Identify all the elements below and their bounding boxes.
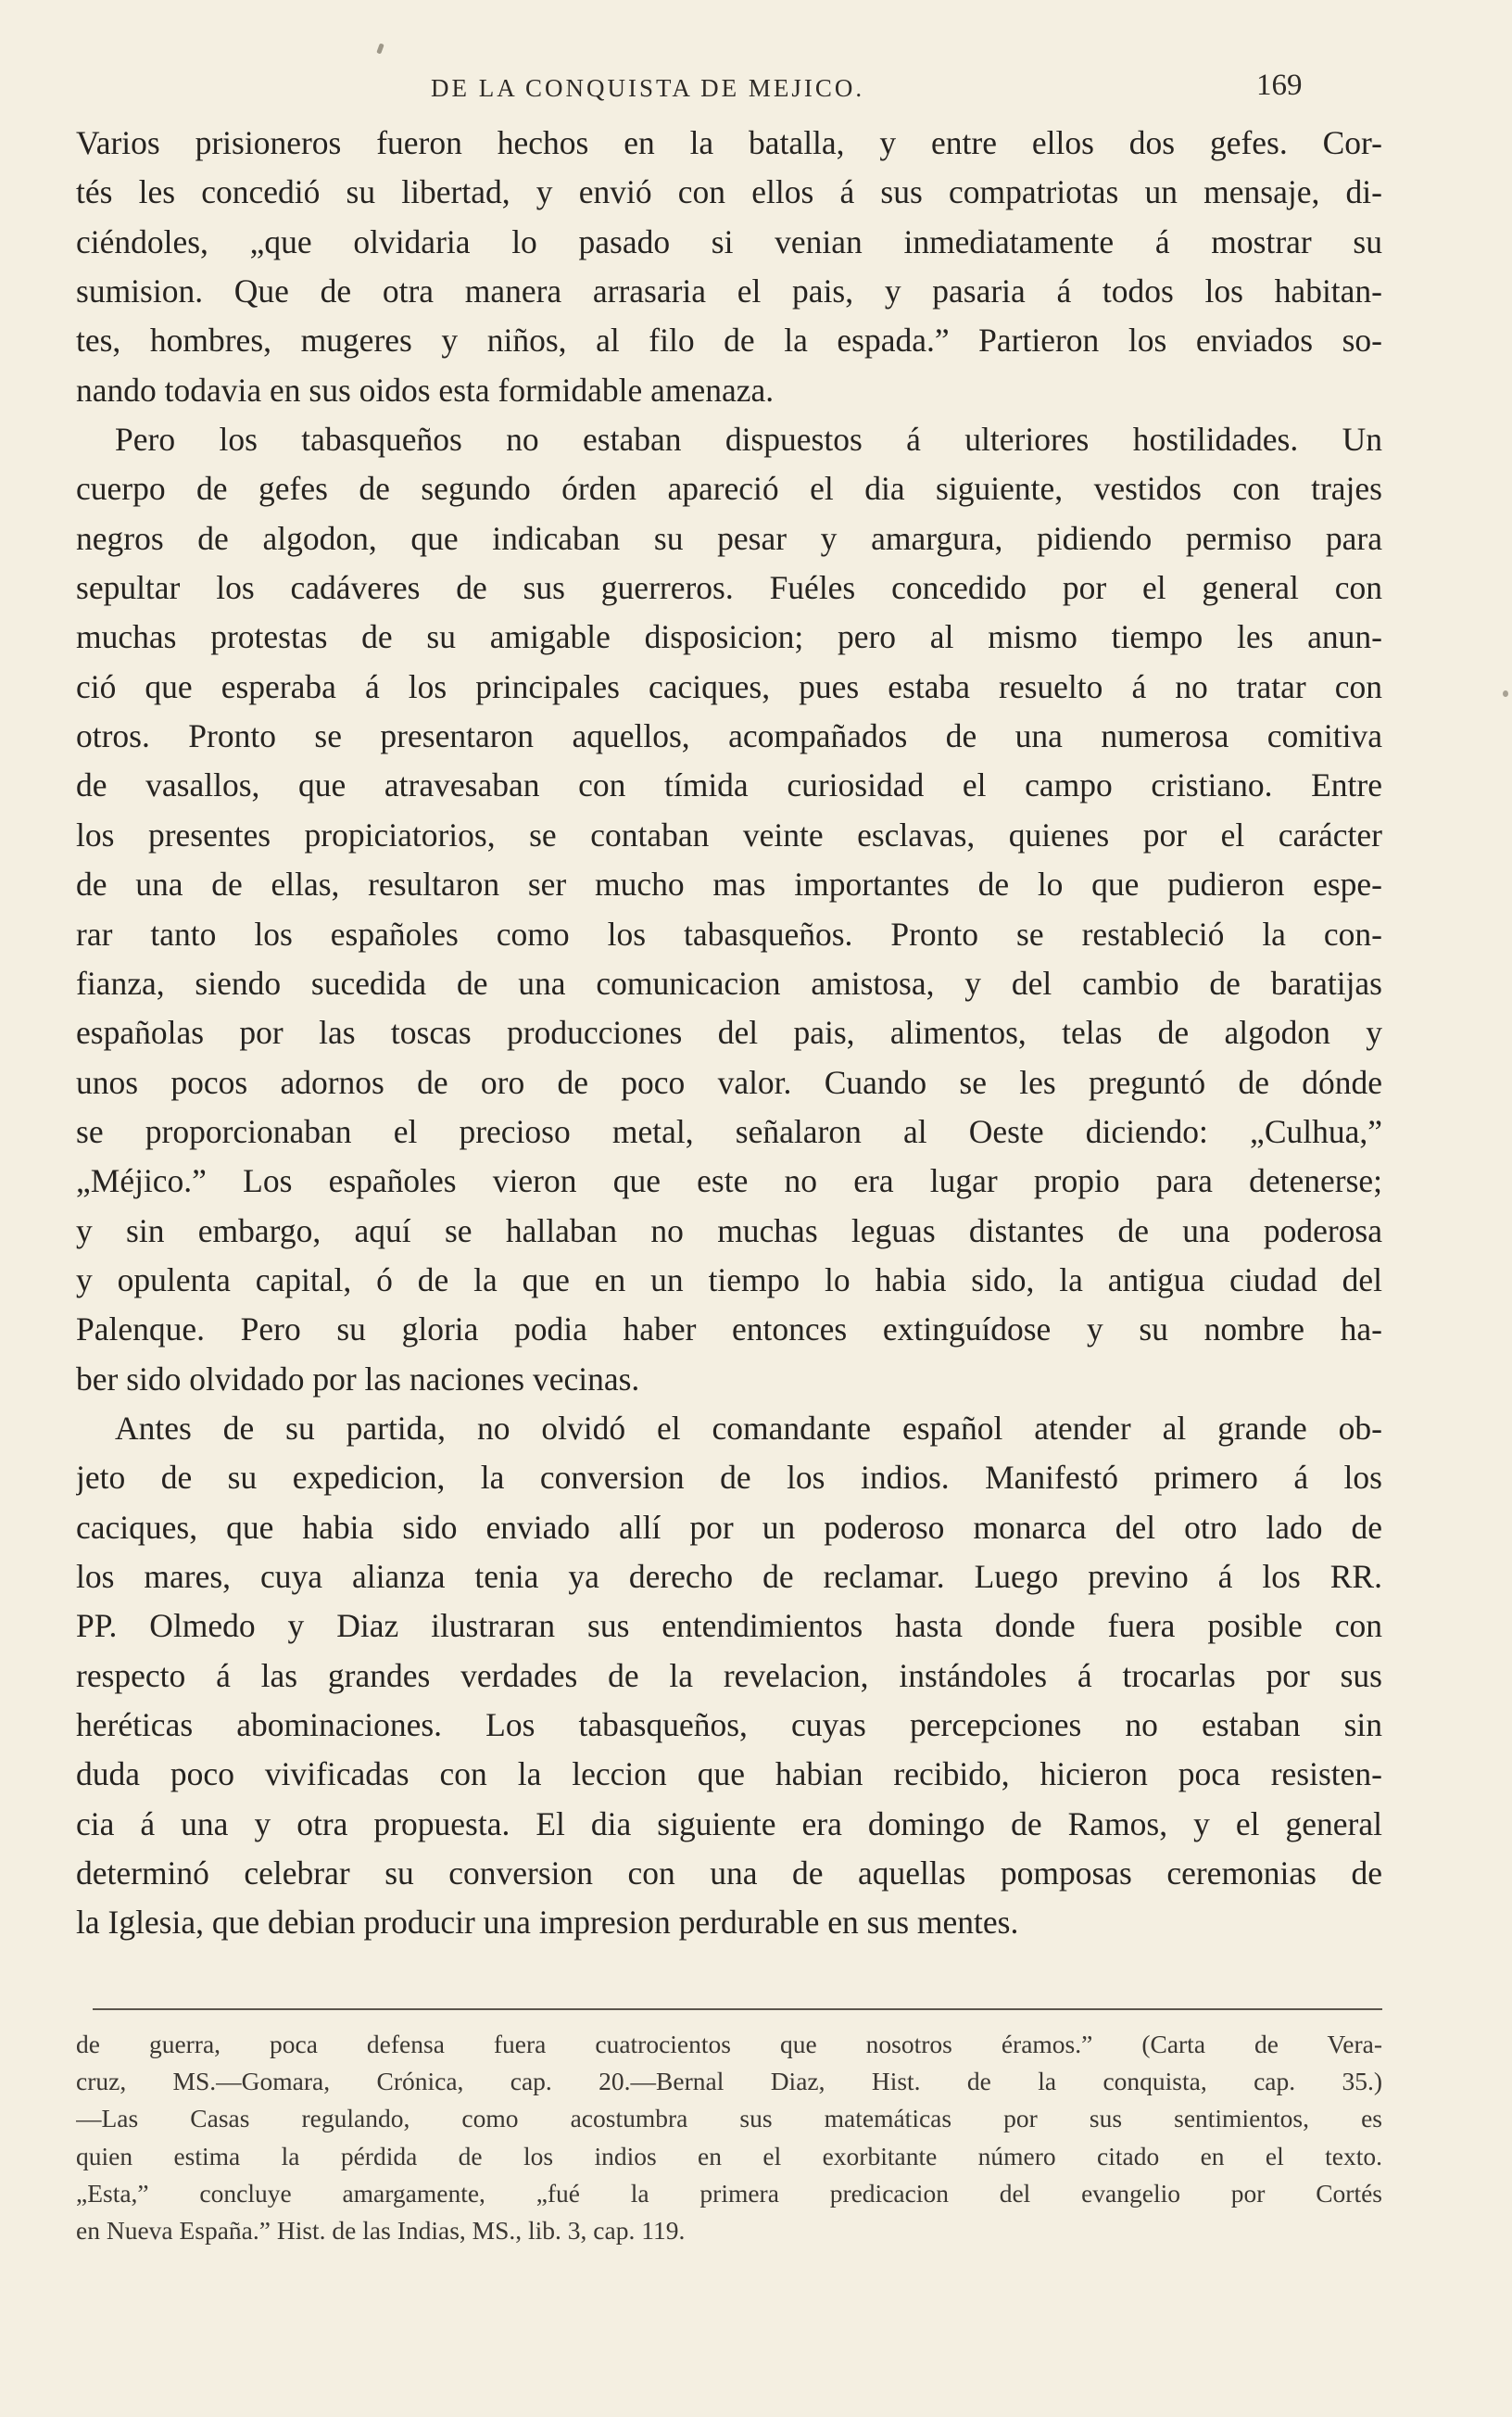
text-line: de vasallos, que atravesaban con tímida curiosidad el campo cristiano. Entre <box>76 766 1382 804</box>
page-number: 169 <box>1256 69 1303 102</box>
footnote-divider <box>93 2008 1382 2010</box>
text-line: y opulenta capital, ó de la que en un tiempo lo habia sido, la antigua ciudad del <box>76 1260 1382 1298</box>
text-line: determinó celebrar su conversion con una de aquellas pomposas ceremonias de <box>76 1854 1382 1892</box>
text-line: Varios prisioneros fueron hechos en la batalla, y entre ellos dos gefes. Cor- <box>76 124 1382 161</box>
footnote-line: cruz, MS.—Gomara, Crónica, cap. 20.—Bernal Diaz, Hist. de la conquista, cap. 35.) <box>76 2067 1382 2096</box>
footnote-line: de guerra, poca defensa fuera cuatrocientos que nosotros éramos.” (Carta de Vera- <box>76 2030 1382 2058</box>
text-line: otros. Pronto se presentaron aquellos, acompañados de una numerosa comitiva <box>76 717 1382 755</box>
text-line: fianza, siendo sucedida de una comunicacion amistosa, y del cambio de baratijas <box>76 964 1382 1002</box>
text-line: respecto á las grandes verdades de la revelacion, instándoles á trocarlas por sus <box>76 1656 1382 1694</box>
text-line: negros de algodon, que indicaban su pesar y amargura, pidiendo permiso para <box>76 519 1382 557</box>
running-head: DE LA CONQUISTA DE MEJICO. <box>431 74 865 102</box>
text-line: PP. Olmedo y Diaz ilustraran sus entendimientos hasta donde fuera posible con <box>76 1607 1382 1645</box>
footnote-line: en Nueva España.” Hist. de las Indias, MS., lib. 3, cap. 119. <box>76 2216 686 2246</box>
text-line: ber sido olvidado por las naciones vecinas. <box>76 1360 640 1398</box>
text-line: heréticas abominaciones. Los tabasqueños, cuyas percepciones no estaban sin <box>76 1706 1382 1743</box>
text-line: tes, hombres, mugeres y niños, al filo de la espada.” Partieron los enviados so- <box>76 322 1382 360</box>
main-text <box>76 119 1382 1948</box>
text-line: sepultar los cadáveres de sus guerreros. Fuéles concedido por el general con <box>76 569 1382 607</box>
text-line: cia á una y otra propuesta. El dia siguiente era domingo de Ramos, y el general <box>76 1804 1382 1842</box>
text-line: duda poco vivificadas con la leccion que habian recibido, hicieron poca resisten- <box>76 1755 1382 1793</box>
footnote-line: „Esta,” concluye amargamente, „fué la primera predicacion del evangelio por Cortés <box>76 2178 1382 2208</box>
text-line: la Iglesia, que debian producir una impresion perdurable en sus mentes. <box>76 1904 1019 1942</box>
text-line: rar tanto los españoles como los tabasqueños. Pronto se restableció la con- <box>76 915 1382 953</box>
text-line: Antes de su partida, no olvidó el comandante español atender al grande ob- <box>115 1409 1382 1447</box>
text-line: y sin embargo, aquí se hallaban no muchas leguas distantes de una poderosa <box>76 1211 1382 1249</box>
text-line: caciques, que habia sido enviado allí por un poderoso monarca del otro lado de <box>76 1508 1382 1546</box>
text-line: los mares, cuya alianza tenia ya derecho de reclamar. Luego previno á los RR. <box>76 1557 1382 1595</box>
text-line: se proporcionaban el precioso metal, señalaron al Oeste diciendo: „Culhua,” <box>76 1112 1382 1150</box>
text-line: españolas por las toscas producciones del pais, alimentos, telas de algodon y <box>76 1014 1382 1052</box>
text-line: ció que esperaba á los principales caciques, pues estaba resuelto á no tratar con <box>76 667 1382 705</box>
footnote-line: —Las Casas regulando, como acostumbra sus matemáticas por sus sentimientos, es <box>76 2104 1382 2133</box>
footnote-line: quien estima la pérdida de los indios en el exorbitante número citado en el texto. <box>76 2141 1382 2170</box>
text-line: sumision. Que de otra manera arrasaria el pais, y pasaria á todos los habitan- <box>76 272 1382 310</box>
text-line: Palenque. Pero su gloria podia haber entonces extinguídose y su nombre ha- <box>76 1310 1382 1348</box>
text-line: ciéndoles, „que olvidaria lo pasado si venian inmediatamente á mostrar su <box>76 222 1382 260</box>
text-line: Pero los tabasqueños no estaban dispuestos á ulteriores hostilidades. Un <box>115 421 1382 459</box>
text-line: tés les concedió su libertad, y envió con ellos á sus compatriotas un mensaje, di- <box>76 173 1382 211</box>
text-line: jeto de su expedicion, la conversion de los indios. Manifestó primero á los <box>76 1459 1382 1497</box>
text-line: muchas protestas de su amigable disposicion; pero al mismo tiempo les anun- <box>76 618 1382 656</box>
footnote <box>76 2026 1382 2249</box>
text-line: los presentes propiciatorios, se contaban veinte esclavas, quienes por el carácter <box>76 816 1382 854</box>
text-line: unos pocos adornos de oro de poco valor. Cuando se les preguntó de dónde <box>76 1063 1382 1101</box>
text-line: nando todavia en sus oidos esta formidable amenaza. <box>76 371 775 409</box>
text-line: cuerpo de gefes de segundo órden apareció el dia siguiente, vestidos con trajes <box>76 470 1382 508</box>
text-line: de una de ellas, resultaron ser mucho mas importantes de lo que pudieron espe- <box>76 866 1382 904</box>
text-line: „Méjico.” Los españoles vieron que este no era lugar propio para detenerse; <box>76 1162 1382 1200</box>
ink-speck <box>376 43 384 54</box>
ink-speck <box>1503 690 1508 697</box>
